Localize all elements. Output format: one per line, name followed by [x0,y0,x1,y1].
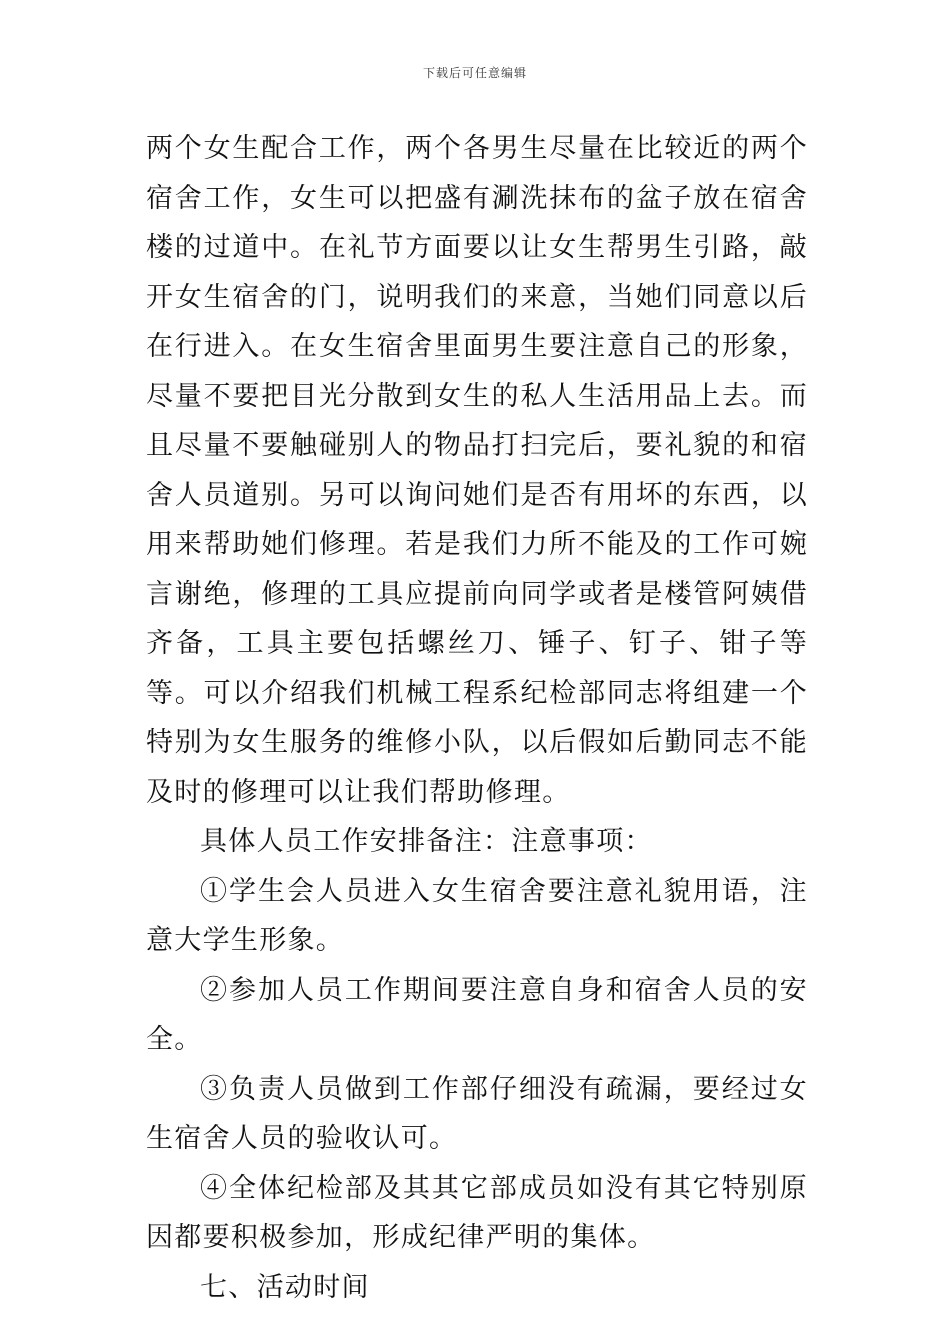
paragraph-notes-heading: 具体人员工作安排备注：注意事项： [200,826,653,857]
paragraph-note-4: ④全体纪检部及其其它部成员如没有其它特别原因都要积极参加，形成纪律严明的集体。 [146,1172,808,1253]
paragraph-continuation: 两个女生配合工作，两个各男生尽量在比较近的两个宿舍工作，女生可以把盛有涮洗抹布的盆子放在宿舍楼的过道中。在礼节方面要以让女生帮男生引路，敲开女生宿舍的门，说明我们的来意，当她们同意以后在行进入。在女生宿舍里面男生要注意自己的形象，尽量不要把目光分散到女生的私人生活用品上去。而且尽量不要触碰别人的物品打扫完后，要礼貌的和宿舍人员道别。另可以询问她们是否有用坏的东西，以用来帮助她们修理。若是我们力所不能及的工作可婉言谢绝，修理的工具应提前向同学或者是楼管阿姨借齐备，工具主要包括螺丝刀、锤子、钉子、钳子等等。可以介绍我们机械工程系纪检部同志将组建一个特别为女生服务的维修小队，以后假如后勤同志不能及时的修理可以让我们帮助修理。 [146,133,808,808]
document-body [146,124,808,1312]
paragraph-note-2: ②参加人员工作期间要注意自身和宿舍人员的安全。 [146,974,808,1055]
section-heading-activity-time: 七、活动时间 [200,1271,370,1303]
page-header: 下载后可任意编辑 [422,66,527,80]
paragraph-note-1: ①学生会人员进入女生宿舍要注意礼貌用语，注意大学生形象。 [146,875,808,956]
paragraph-note-3: ③负责人员做到工作部仔细没有疏漏，要经过女生宿舍人员的验收认可。 [146,1073,808,1154]
